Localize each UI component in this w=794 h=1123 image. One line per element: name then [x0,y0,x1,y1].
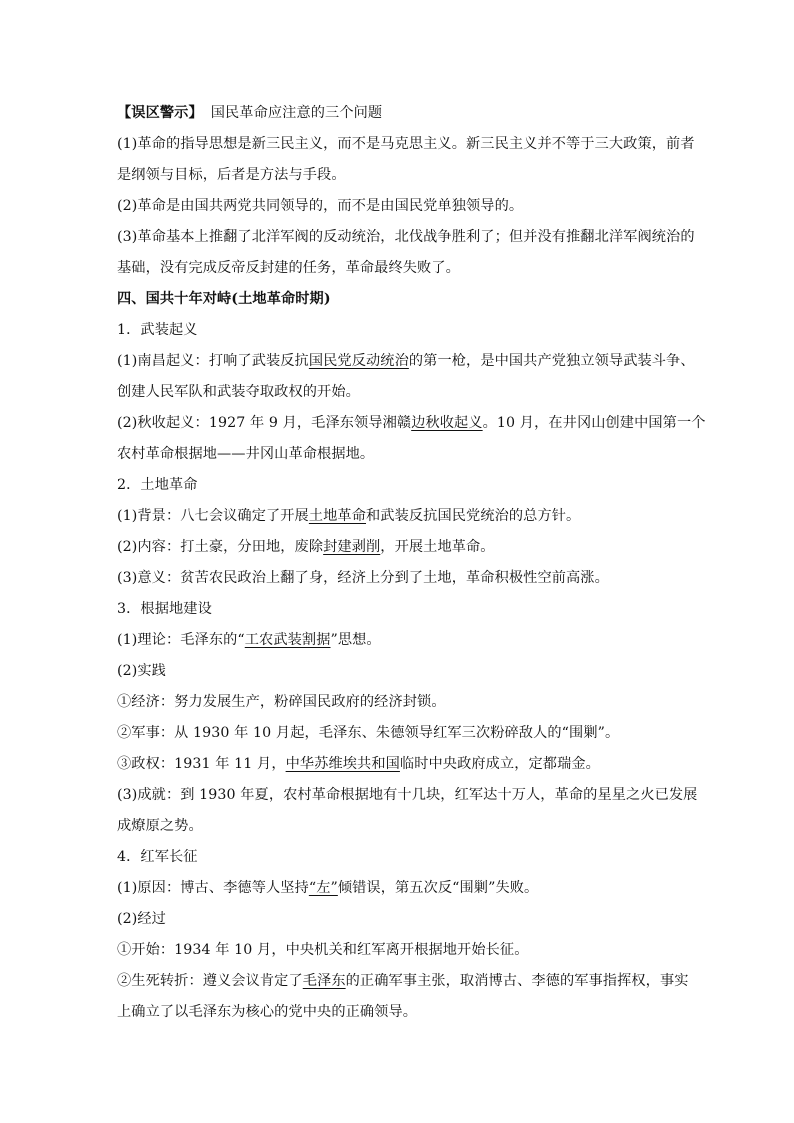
base-military: ②军事：从 1930 年 10 月起，毛泽东、朱德领导红军三次粉碎敌人的“围剿”。 [117,725,620,741]
long-march-process: (2)经过 [117,911,166,927]
text-span: (1)原因：博古、李德等人坚持 [117,880,309,896]
subsection-3-title: 3．根据地建设 [117,601,212,617]
warning-point-3: (3)革命基本上推翻了北洋军阀的反动统治，北伐战争胜利了；但并没有推翻北洋军阀统治的 [117,229,695,245]
underlined-term: 中华苏维埃共和国 [285,756,400,772]
text-span: 和武装反抗国民党统治的总方针。 [366,508,581,524]
text-span: (1)理论：毛泽东的“ [117,632,245,648]
long-march-turning-point-cont: 上确立了以毛泽东为核心的党中央的正确领导。 [117,1004,418,1020]
land-revolution-background [117,501,682,532]
long-march-start: ①开始：1934 年 10 月，中央机关和红军离开根据地开始长征。 [117,942,529,958]
base-theory [117,625,682,656]
text-span: (1)背景：八七会议确定了开展 [117,508,309,524]
long-march-cause [117,873,682,904]
warning-title: 国民革命应注意的三个问题 [210,105,383,121]
text-span: (1)南昌起义：打响了武装反抗 [117,353,309,369]
underlined-term: “左” [308,880,338,896]
long-march-turning-point [117,966,689,997]
text-span: ②生死转折：遵义会议肯定了 [117,973,303,989]
autumn-harvest-line [117,408,706,439]
warning-tag: 【误区警示】 [117,105,203,121]
text-span: 临时中央政府成立，定都瑞金。 [399,756,600,772]
underlined-term: 边 [411,415,426,431]
underlined-term: 毛泽东 [302,973,346,989]
underlined-term: 封建剥削 [323,539,381,555]
land-revolution-significance: (3)意义：贫苦农民政治上翻了身，经济上分到了土地，革命积极性空前高涨。 [117,570,609,586]
nanchang-uprising-cont: 创建人民军队和武装夺取政权的开始。 [117,384,360,400]
text-span: 的正确军事主张，取消博古、李德的军事指挥权，事实 [345,973,689,989]
subsection-4-title: 4．红军长征 [117,849,198,865]
nanchang-uprising-line [117,346,695,377]
subsection-2-title: 2．土地革命 [117,477,198,493]
section-4-title: 四、国共十年对峙(土地革命时期) [117,291,331,307]
warning-point-1-cont: 是纲领与目标，后者是方法与手段。 [117,167,346,183]
base-achievement: (3)成就：到 1930 年夏，农村革命根据地有十几块，红军达十万人，革命的星星之火已发展 [117,787,698,803]
base-practice: (2)实践 [117,663,166,679]
warning-point-3-cont: 基础，没有完成反帝反封建的任务，革命最终失败了。 [117,260,460,276]
warning-point-2: (2)革命是由国共两党共同领导的，而不是由国民党单独领导的。 [117,198,524,214]
subsection-1-title: 1．武装起义 [117,322,198,338]
text-span: ，开展土地革命。 [380,539,495,555]
text-span: ”思想。 [330,632,381,648]
underlined-term: 工农武装割据 [244,632,331,648]
warning-point-1: (1)革命的指导思想是新三民主义，而不是马克思主义。新三民主义并不等于三大政策，前者 [117,136,695,152]
underlined-term: 国民党反动统治 [308,353,409,369]
autumn-harvest-cont: 农村革命根据地——井冈山革命根据地。 [117,446,375,462]
text-span: ③政权：1931 年 11 月， [117,756,286,772]
underlined-term: 土地革命 [308,508,367,524]
text-span: (2)内容：打土豪，分田地，废除 [117,539,324,555]
warning-heading [117,98,682,129]
text-span: 。10 月，在井冈山创建中国第一个 [482,415,706,431]
text-span: 的第一枪，是中国共产党独立领导武装斗争、 [408,353,695,369]
text-span: (2)秋收起义：1927 年 9 月，毛泽东领导湘赣 [117,415,412,431]
base-achievement-cont: 成燎原之势。 [117,818,203,834]
base-regime [117,749,682,780]
underlined-term: 秋收起义 [425,415,483,431]
text-span: 倾错误，第五次反“围剿”失败。 [337,880,539,896]
document-page [117,98,706,1028]
base-economy: ①经济：努力发展生产，粉碎国民政府的经济封锁。 [117,694,446,710]
land-revolution-content [117,532,682,563]
